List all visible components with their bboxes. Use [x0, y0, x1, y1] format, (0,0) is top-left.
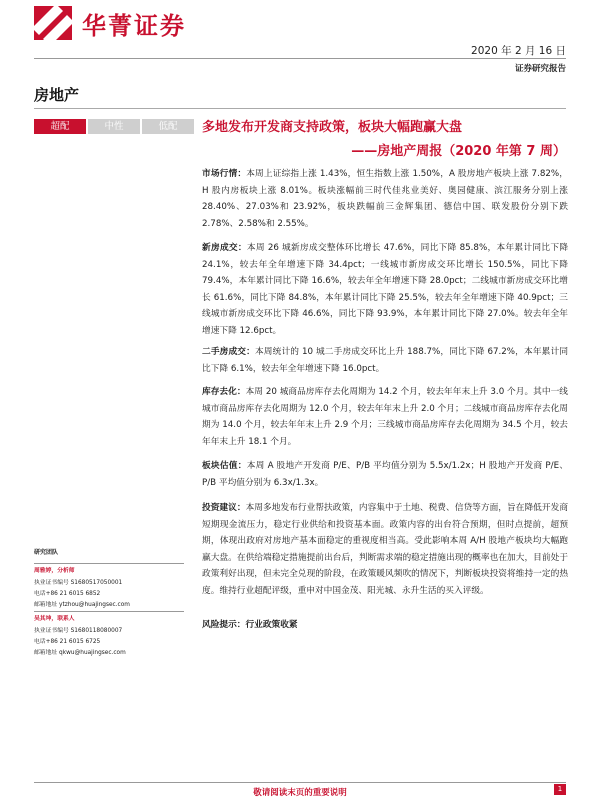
- page-number: 1: [554, 784, 566, 795]
- section-market: [202, 166, 568, 232]
- logo-mark-icon: [34, 6, 72, 40]
- sidebar-divider: [34, 611, 184, 612]
- analyst-phone: 电话+86 21 6015 6852: [34, 590, 101, 597]
- section-new-homes: [202, 240, 568, 339]
- analyst-email[interactable]: 邮箱地址 qkwu@huajingsec.com: [34, 650, 126, 657]
- section-text: 本周 A 股地产开发商 P/E、P/B 平均值分别为 5.5x/1.2x；H 股地产开发商 P/E、P/B 平均值分别为 6.3x/1.3x。: [202, 461, 569, 488]
- sector-title: 房地产: [34, 86, 80, 104]
- section-inventory: [202, 384, 568, 450]
- sidebar-divider: [34, 563, 184, 564]
- section-label: 市场行情：: [202, 169, 247, 179]
- section-label: 投资建议：: [202, 503, 246, 513]
- company-name: 华菁证券: [82, 11, 186, 40]
- research-team-title: 研究团队: [34, 549, 59, 556]
- analyst-name: 周雅婷，分析师: [34, 568, 75, 575]
- rating-neutral: 中性: [88, 119, 140, 134]
- analyst-email[interactable]: 邮箱地址 ytzhou@huajingsec.com: [34, 602, 130, 609]
- section-label: 库存去化：: [202, 387, 246, 397]
- report-title: 多地发布开发商支持政策，板块大幅跑赢大盘: [202, 120, 463, 135]
- analyst-cert: 执业证书编号 S1680517050001: [34, 579, 123, 586]
- section-text: 本周上证综指上涨 1.43%，恒生指数上涨 1.50%，A 股房地产板块上涨 7.82%，H 股内房板块上涨 8.01%。板块涨幅前三时代佳兆业美好、奥园健康、滨江服务分别上涨 28.40%、27.03%和 23.92%，板块跌幅前三金辉集团、德信中国、联发股份分别下跌 2.78%、2.58%和 2.55%。: [202, 169, 568, 229]
- section-text: 本周统计的 10 城二手房成交环比上升 188.7%，同比下降 67.2%，本年累计同比下降 6.1%，较去年全年增速下降 16.0pct。: [202, 347, 569, 374]
- section-investment-advice: [202, 500, 568, 599]
- section-valuation: [202, 458, 568, 491]
- section-second-hand: [202, 344, 568, 377]
- section-label: 新房成交：: [202, 243, 247, 253]
- report-type: 证券研究报告: [514, 64, 566, 74]
- rating-underweight: 低配: [142, 119, 194, 134]
- section-text: 本周 26 城新房成交整体环比增长 47.6%，同比下降 85.8%，本年累计同比下降 24.1%，较去年全年增速下降 34.4pct；一线城市新房成交环比增长 150.5%，同比下降 79.4%，本年累计同比下降 16.6%，较去年全年增速下降 28.0pct；二线城市新房成交环比增长 61.6%，同比下降 84.8%，本年累计同比下降 25.5%，较去年全年增速下降 40.9pct；三线城市新房成交环比下降 46.6%，同比下降 93.9%，本年累计同比下降 27.0%。较去年全年增速下降 12.6pct。: [202, 243, 569, 336]
- section-label: 板块估值：: [202, 461, 247, 471]
- footer-disclaimer: 敬请阅读末页的重要说明: [253, 788, 347, 798]
- sector-divider: [34, 108, 566, 109]
- header-divider: [34, 58, 566, 59]
- company-logo: [34, 6, 186, 40]
- analyst-name: 吴其坤，联系人: [34, 616, 75, 623]
- rating-scale: [34, 119, 196, 134]
- analyst-phone: 电话+86 21 6015 6725: [34, 639, 101, 646]
- report-date: 2020 年 2 月 16 日: [471, 45, 566, 57]
- research-team: [34, 547, 184, 660]
- rating-overweight: 超配: [34, 119, 86, 134]
- section-label: 二手房成交：: [202, 347, 255, 357]
- report-subtitle: ——房地产周报（2020 年第 7 周）: [351, 144, 566, 159]
- section-text: 本周多地发布行业帮扶政策，内容集中于土地、税费、信贷等方面，旨在降低开发商短期现金流压力，稳定行业供给和投资基本面。政策内容的出台符合预期，但时点提前，超预期，体现出政府对房地产基本面稳定的重视度相当高。受此影响本周 A/H 股地产板块均大幅跑赢大盘。在供给端稳定措施提前出台后，判断需求端的稳定措施出现的概率也在加大，目前处于政策利好出现，但未完全兑现的阶段，在政策暖风频吹的情况下，判断板块投资将维持一定的热度。维持行业超配评级，重申对中国金茂、阳光城、永升生活的买入评级。: [202, 503, 569, 596]
- footer-divider: [34, 782, 566, 783]
- section-text: 本周 20 城商品房库存去化周期为 14.2 个月，较去年年末上升 3.0 个月。其中一线城市商品房库存去化周期为 12.0 个月，较去年年末上升 2.0 个月；二线城市商品房库存去化周期为 14.0 个月，较去年年末上升 2.9 个月；三线城市商品房库存去化周期为 34.5 个月，较去年年末上升 18.1 个月。: [202, 387, 568, 447]
- risk-warning: 风险提示：行业政策收紧: [202, 620, 298, 630]
- analyst-cert: 执业证书编号 S1680118080007: [34, 627, 123, 634]
